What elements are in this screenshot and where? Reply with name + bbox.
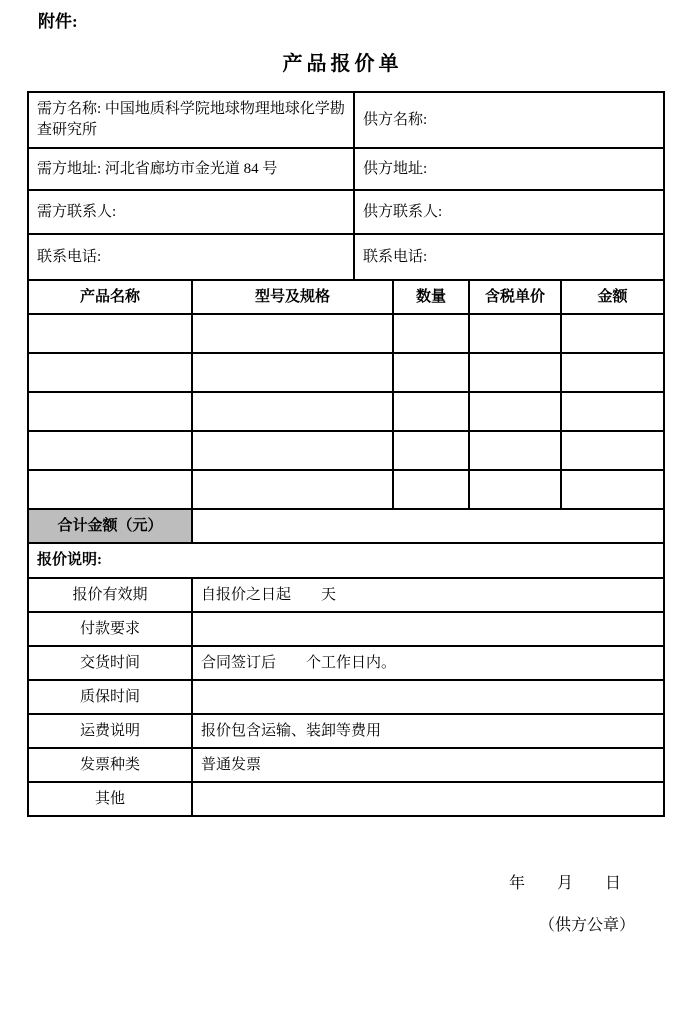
supplier-phone-cell: 联系电话:: [354, 234, 664, 280]
amount-cell: [561, 470, 664, 509]
party-row-address: [28, 148, 664, 190]
product-name-cell: [28, 353, 192, 392]
spec-row-delivery: [28, 646, 664, 680]
supplier-name-cell: 供方名称:: [354, 92, 664, 148]
buyer-phone-cell: 联系电话:: [28, 234, 354, 280]
page-title: 产品报价单: [282, 53, 403, 75]
spec-label-cell: 发票种类: [28, 748, 192, 782]
col-header-unit-price: 含税单价: [469, 280, 561, 314]
col-header-product-name: 产品名称: [28, 280, 192, 314]
spec-content-cell: [192, 612, 664, 646]
product-name-cell: [28, 470, 192, 509]
product-name-cell: [28, 314, 192, 353]
model-spec-cell: [192, 431, 393, 470]
amount-cell: [561, 431, 664, 470]
spec-content-cell: [192, 680, 664, 714]
quantity-cell: [393, 353, 469, 392]
product-name-cell: [28, 431, 192, 470]
unit-price-cell: [469, 470, 561, 509]
party-row-name: [28, 92, 664, 148]
spec-row-warranty: [28, 680, 664, 714]
model-spec-cell: [192, 353, 393, 392]
spec-label-cell: 质保时间: [28, 680, 192, 714]
buyer-address-cell: 需方地址: 河北省廊坊市金光道 84 号: [28, 148, 354, 190]
spec-label-cell: 运费说明: [28, 714, 192, 748]
product-row: [28, 314, 664, 353]
product-name-cell: [28, 392, 192, 431]
total-amount-label-cell: 合计金额（元）: [28, 509, 192, 543]
model-spec-cell: [192, 470, 393, 509]
spec-row-freight: [28, 714, 664, 748]
unit-price-cell: [469, 431, 561, 470]
buyer-contact-cell: 需方联系人:: [28, 190, 354, 234]
spec-label-cell: 交货时间: [28, 646, 192, 680]
quantity-cell: [393, 431, 469, 470]
quantity-cell: [393, 314, 469, 353]
quote-notes-header-cell: 报价说明:: [28, 543, 664, 578]
spec-row-validity: [28, 578, 664, 612]
spec-content-cell: [192, 782, 664, 816]
spec-content-cell: 普通发票: [192, 748, 664, 782]
quantity-cell: [393, 392, 469, 431]
total-amount-value-cell: [192, 509, 664, 543]
party-row-contact: [28, 190, 664, 234]
total-amount-row: [28, 509, 664, 543]
product-row: [28, 470, 664, 509]
supplier-address-cell: 供方地址:: [354, 148, 664, 190]
unit-price-cell: [469, 392, 561, 431]
amount-cell: [561, 353, 664, 392]
spec-row-other: [28, 782, 664, 816]
spec-label-cell: 报价有效期: [28, 578, 192, 612]
quantity-cell: [393, 470, 469, 509]
spec-content-cell: 自报价之日起 天: [192, 578, 664, 612]
supplier-contact-cell: 供方联系人:: [354, 190, 664, 234]
amount-cell: [561, 314, 664, 353]
seal-line: （供方公章）: [538, 917, 635, 934]
product-header-row: [28, 280, 664, 314]
spec-row-payment: [28, 612, 664, 646]
document-page: [0, 10, 685, 937]
model-spec-cell: [192, 392, 393, 431]
spec-label-cell: 其他: [28, 782, 192, 816]
spec-row-invoice: [28, 748, 664, 782]
party-row-phone: [28, 234, 664, 280]
amount-cell: [561, 392, 664, 431]
date-line: 年 月 日: [508, 875, 621, 892]
model-spec-cell: [192, 314, 393, 353]
quote-notes-header-row: [28, 543, 664, 578]
unit-price-cell: [469, 314, 561, 353]
col-header-quantity: 数量: [393, 280, 469, 314]
buyer-name-cell: 需方名称: 中国地质科学院地球物理地球化学勘查研究所: [28, 92, 354, 148]
col-header-amount: 金额: [561, 280, 664, 314]
spec-label-cell: 付款要求: [28, 612, 192, 646]
unit-price-cell: [469, 353, 561, 392]
col-header-model-spec: 型号及规格: [192, 280, 393, 314]
quotation-table: [27, 91, 665, 817]
product-row: [28, 392, 664, 431]
spec-content-cell: 合同签订后 个工作日内。: [192, 646, 664, 680]
product-row: [28, 431, 664, 470]
attachment-label: 附件:: [38, 12, 78, 31]
spec-content-cell: 报价包含运输、装卸等费用: [192, 714, 664, 748]
product-row: [28, 353, 664, 392]
